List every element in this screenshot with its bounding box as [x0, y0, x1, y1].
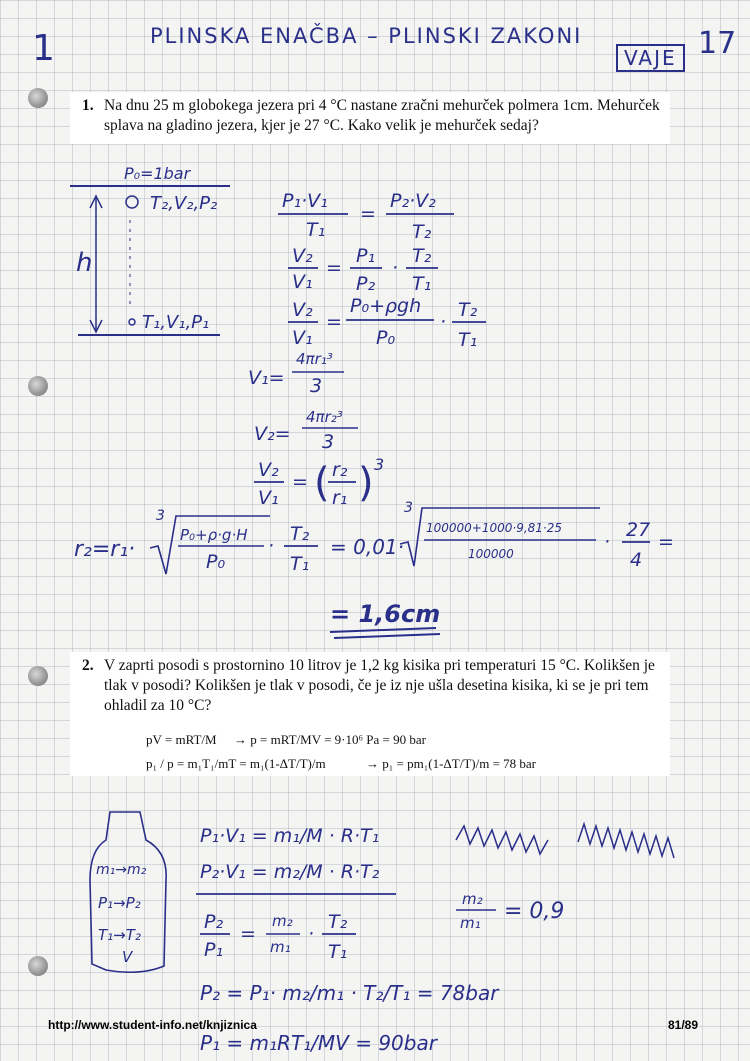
eq7-a-den: P₀	[206, 551, 226, 573]
eq3-a-num: P₀+ρgh	[350, 295, 422, 317]
formula-2-left: p₁ / p = m₁T₁/mT = m₁(1-ΔT/T)/m	[146, 756, 326, 771]
svg-text:·: ·	[440, 311, 447, 333]
vaje-tag: VAJE	[616, 44, 685, 72]
h-eq5: P₁ = m₁RT₁/MV = 90bar	[200, 1031, 437, 1055]
eq5-lhs: V₂=	[254, 423, 291, 445]
corner-page-number: 1	[32, 28, 55, 69]
eq3-b-num: T₂	[458, 299, 478, 321]
eq7-mid: = 0,01·	[330, 535, 405, 559]
eq1-left-den: T₁	[306, 219, 326, 241]
eq6-left-den: V₁	[258, 487, 279, 509]
eq3-b-den: T₁	[458, 329, 478, 351]
h-eq3-lhs-den: P₁	[204, 939, 224, 961]
h-eq3-a-den: m₁	[270, 938, 291, 956]
formula-1-right: → p = mRT/MV = 9·10⁶ Pa = 90 bar	[234, 732, 426, 747]
eq4-den: 3	[310, 375, 323, 397]
eq2-a-den: P₂	[356, 273, 376, 295]
problem-2-box	[70, 652, 670, 776]
eq7-b-num: T₂	[290, 523, 310, 545]
eq1-left-num: P₁·V₁	[282, 190, 328, 212]
footer-url[interactable]: http://www.student-info.net/knjiznica	[48, 1018, 257, 1032]
svg-text:·: ·	[604, 531, 611, 553]
eq7-c-num: 100000+1000·9,81·25	[426, 521, 563, 535]
bottle-label-pressure: P₁→P₂	[98, 894, 141, 912]
eq6-exponent: 3	[374, 455, 385, 474]
eq2-left-num: V₂	[292, 245, 313, 267]
eq3-left-den: V₁	[292, 327, 313, 349]
svg-text:·: ·	[392, 257, 399, 279]
problem-1-text: Na dnu 25 m globokega jezera pri 4 °C nastane zračni mehurček polmera 1cm. Mehurček splava na gladino jezera, kjer je 27 °C. Kako velik je mehurček sedaj?	[104, 97, 660, 134]
eq6-rhs-den: r₁	[332, 487, 348, 509]
sketch-top-label: P₀=1bar	[124, 164, 191, 183]
ratio-value: = 0,9	[504, 899, 565, 924]
eq7-b-den: T₁	[290, 553, 310, 575]
punch-hole-3	[28, 666, 48, 686]
problem-1-number: 1.	[82, 97, 94, 114]
bottle-label-temperature: T₁→T₂	[98, 926, 141, 944]
bottle-label-volume: V	[122, 948, 133, 966]
h-eq1: P₁·V₁ = m₁/M · R·T₁	[200, 825, 380, 847]
eq7-lhs: r₂=r₁·	[74, 537, 136, 562]
svg-text:=: =	[240, 923, 256, 945]
problem-2-number: 2.	[82, 657, 94, 674]
eq4-lhs: V₁=	[248, 367, 285, 389]
h-eq4: P₂ = P₁· m₂/m₁ · T₂/T₁ = 78bar	[200, 981, 499, 1005]
sketch-depth-label: h	[76, 248, 93, 278]
formula-1-left: pV = mRT/M	[146, 732, 217, 747]
formula-2-right: → p₁ = pm₁(1-ΔT/T)/m = 78 bar	[366, 756, 537, 771]
h-eq3-b-num: T₂	[328, 911, 348, 933]
problem-2-text: V zaprti posodi s prostornino 10 litrov je 1,2 kg kisika pri temperaturi 15 °C. Kolikšen je tlak v posodi? Kolikšen je tlak v posodi, če je iz nje ušla desetina kisika, ki se je pri tem ohladil za 10 °C?	[104, 657, 655, 714]
eq2-b-den: T₁	[412, 273, 432, 295]
result: = 1,6cm	[330, 600, 441, 628]
svg-text:): )	[358, 460, 374, 506]
svg-text:=: =	[292, 471, 308, 493]
eq2-a-num: P₁	[356, 245, 376, 267]
eq2-b-num: T₂	[412, 245, 432, 267]
svg-text:=: =	[326, 311, 342, 333]
h-eq3-b-den: T₁	[328, 941, 348, 963]
svg-text:=: =	[658, 531, 674, 553]
svg-text:=: =	[326, 257, 342, 279]
eq5-num: 4πr₂³	[306, 408, 343, 426]
eq3-a-den: P₀	[376, 327, 396, 349]
footer-page-number: 81/89	[668, 1018, 699, 1032]
h-eq2: P₂·V₁ = m₂/M · R·T₂	[200, 861, 380, 883]
svg-text:=: =	[360, 203, 376, 225]
eq3-left-num: V₂	[292, 299, 313, 321]
eq7-c-root-index: 3	[404, 500, 413, 516]
ratio-den: m₁	[460, 914, 481, 932]
sketch-bottom-state: T₁,V₁,P₁	[142, 312, 210, 333]
page-title: PLINSKA ENAČBA – PLINSKI ZAKONI	[150, 24, 583, 48]
svg-text:·: ·	[268, 535, 275, 557]
eq1-right-den: T₂	[412, 221, 432, 243]
h-eq3-a-num: m₂	[272, 912, 293, 930]
eq4-num: 4πr₁³	[296, 350, 333, 368]
eq1-right-num: P₂·V₂	[390, 190, 436, 212]
svg-text:(: (	[314, 460, 330, 506]
eq7-a-num: P₀+ρ·g·H	[180, 526, 248, 544]
ratio-num: m₂	[462, 890, 483, 908]
bottle-label-mass: m₁→m₂	[96, 862, 147, 878]
eq7-d-num: 27	[626, 519, 651, 541]
eq7-c-den: 100000	[468, 547, 514, 561]
tag-number: 17	[698, 26, 737, 61]
eq5-den: 3	[322, 431, 335, 453]
eq2-left-den: V₁	[292, 271, 313, 293]
eq7-d-den: 4	[630, 549, 643, 571]
eq6-rhs-num: r₂	[332, 459, 348, 481]
sketch-top-state: T₂,V₂,P₂	[150, 193, 218, 214]
h-eq3-lhs-num: P₂	[204, 911, 224, 933]
eq7-root-index: 3	[156, 508, 165, 524]
eq6-left-num: V₂	[258, 459, 279, 481]
svg-text:·: ·	[308, 923, 315, 945]
